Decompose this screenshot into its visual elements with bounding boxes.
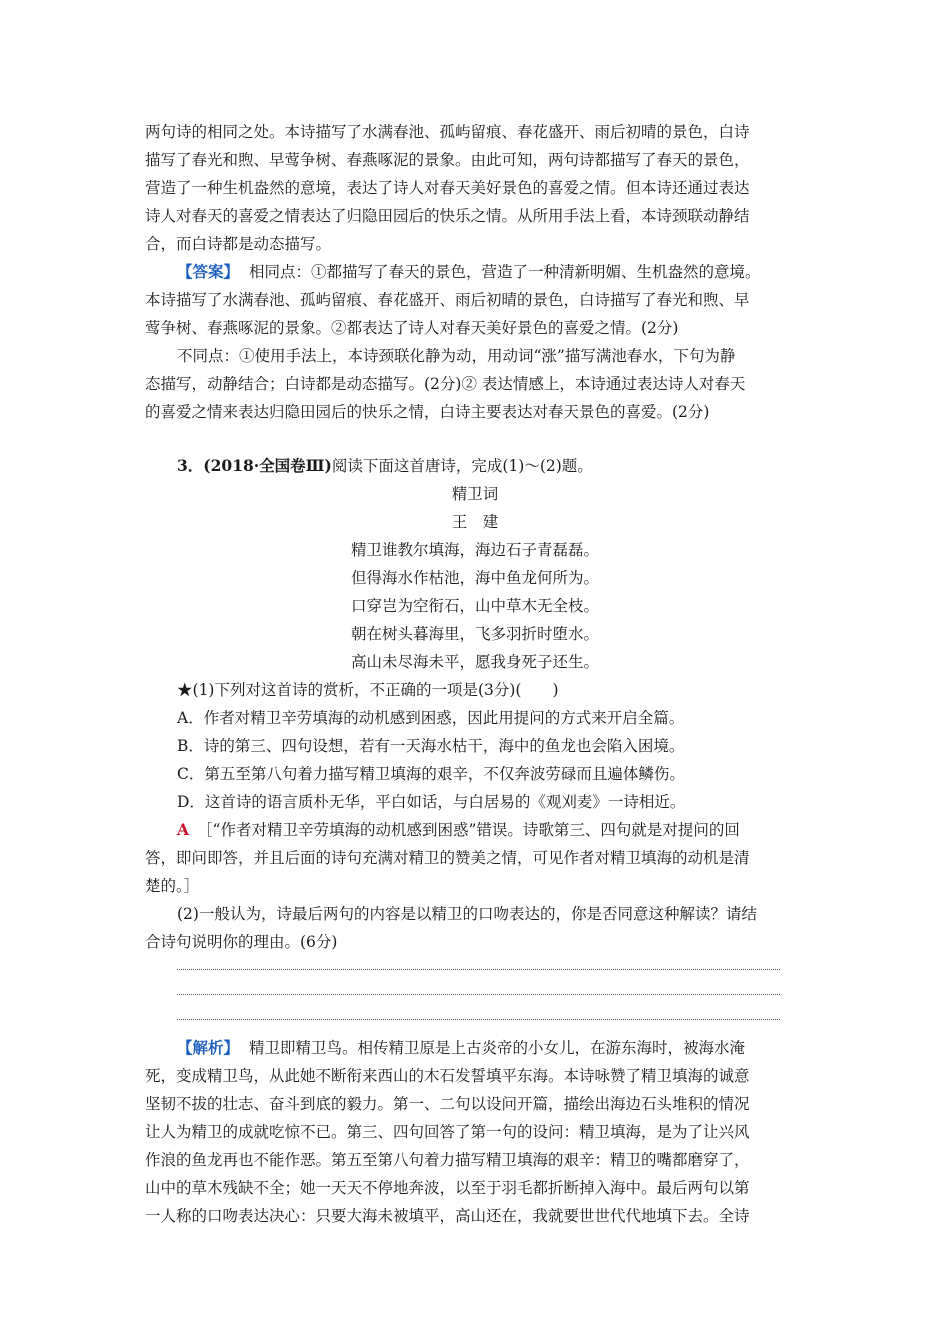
- poem-line: 高山未尽海未平，愿我身死子还生。: [350, 653, 599, 671]
- option-c: C．第五至第八句着力描写精卫填海的艰辛，不仅奔波劳碌而且遍体鳞伤。: [177, 765, 685, 783]
- analysis-line: 作浪的鱼龙再也不能作恶。第五至第八句着力描写精卫填海的艰辛：精卫的嘴都磨穿了，: [145, 1151, 750, 1169]
- analysis-line: 山中的草木残缺不全；她一天天不停地奔波，以至于羽毛都折断掉入海中。最后两句以第: [145, 1179, 750, 1197]
- option-d: D．这首诗的语言质朴无华，平白如话，与白居易的《观刈麦》一诗相近。: [177, 793, 686, 811]
- para1-line: 诗人对春天的喜爱之情表达了归隐田园后的快乐之情。从所用手法上看，本诗颈联动静结: [145, 207, 750, 225]
- diff-line: 的喜爱之情来表达归隐田园后的快乐之情，白诗主要表达对春天景色的喜爱。(2分): [145, 403, 710, 421]
- answer-1-first-line: [177, 816, 847, 844]
- analysis-text: 精卫即精卫鸟。相传精卫原是上古炎帝的小女儿，在游东海时，被海水淹: [249, 1039, 746, 1057]
- para1-line: 两句诗的相同之处。本诗描写了水满春池、孤屿留痕、春花盛开、雨后初晴的景色，白诗: [145, 123, 750, 141]
- poem-line: 口穿岂为空衔石，山中草木无全枝。: [350, 597, 599, 615]
- answer-text: 相同点：①都描写了春天的景色，营造了一种清新明媚、生机盎然的意境。: [249, 263, 761, 281]
- star-icon: ★: [177, 681, 193, 699]
- analysis-first-line: [177, 1034, 847, 1062]
- analysis-tag: 【解析】: [177, 1038, 240, 1057]
- poem-title: 精卫词: [451, 485, 499, 503]
- para1-line: 营造了一种生机盎然的意境，表达了诗人对春天美好景色的喜爱之情。但本诗还通过表达: [145, 179, 750, 197]
- answer-1-text: ［“作者对精卫辛劳填海的动机感到困惑”错误。诗歌第三、四句就是对提问的回: [197, 821, 740, 839]
- analysis-line: 坚韧不拔的壮志、奋斗到底的毅力。第一、二句以设问开篇，描绘出海边石头堆积的情况: [145, 1095, 750, 1113]
- diff-line: 不同点：①使用手法上，本诗颈联化静为动，用动词“涨”描写满池春水，下句为静: [177, 347, 736, 365]
- option-a: A．作者对精卫辛劳填海的动机感到困惑，因此用提问的方式来开启全篇。: [177, 709, 685, 727]
- analysis-line: 死，变成精卫鸟，从此她不断衔来西山的木石发誓填平东海。本诗咏赞了精卫填海的诚意: [145, 1067, 750, 1085]
- subquestion-1-text: (1)下列对这首诗的赏析，不正确的一项是(3分)( ): [192, 681, 559, 699]
- answer-line: 本诗描写了水满春池、孤屿留痕、春花盛开、雨后初晴的景色，白诗描写了春光和煦、早: [145, 291, 750, 309]
- subquestion-2-line: 合诗句说明你的理由。(6分): [145, 933, 338, 951]
- answer-blank-line: [177, 969, 780, 970]
- poem-line: 精卫谁教尔填海，海边石子青磊磊。: [350, 541, 599, 559]
- answer-blank-line: [177, 994, 780, 995]
- answer-line: 莺争树、春燕啄泥的景象。②都表达了诗人对春天美好景色的喜爱之情。(2分): [145, 319, 679, 337]
- para1-line: 合，而白诗都是动态描写。: [145, 235, 332, 253]
- answer-1-line: 答，即问即答，并且后面的诗句充满对精卫的赞美之情，可见作者对精卫填海的动机是清: [145, 849, 750, 867]
- answer-1-letter: A: [177, 820, 190, 839]
- question-text: 阅读下面这首唐诗，完成(1)～(2)题。: [331, 457, 593, 475]
- para1-line: 描写了春光和煦、早莺争树、春燕啄泥的景象。由此可知，两句诗都描写了春天的景色，: [145, 151, 750, 169]
- answer-tag: 【答案】: [177, 262, 240, 281]
- poem-line: 朝在树头暮海里，飞多羽折时堕水。: [350, 625, 599, 643]
- diff-line: 态描写，动静结合；白诗都是动态描写。(2分)② 表达情感上，本诗通过表达诗人对春天: [145, 375, 746, 393]
- subquestion-1: [177, 676, 847, 704]
- analysis-line: 一人称的口吻表达决心：只要大海未被填平，高山还在，我就要世世代代地填下去。全诗: [145, 1207, 750, 1225]
- poem-author: 王 建: [451, 513, 499, 531]
- option-b: B．诗的第三、四句设想，若有一天海水枯干，海中的鱼龙也会陷入困境。: [177, 737, 685, 755]
- question-source: (2018·全国卷Ⅲ): [203, 456, 332, 475]
- answer-blank-line: [177, 1019, 780, 1020]
- subquestion-2-line: (2)一般认为，诗最后两句的内容是以精卫的口吻表达的，你是否同意这种解读？请结: [177, 905, 757, 923]
- analysis-line: 让人为精卫的成就吃惊不已。第三、四句回答了第一句的设问：精卫填海，是为了让兴风: [145, 1123, 750, 1141]
- answer-1-line: 楚的。］: [145, 877, 200, 895]
- question-3-header: [177, 452, 847, 480]
- answer-first-line: [177, 258, 847, 286]
- question-number: 3．: [177, 456, 204, 475]
- poem-line: 但得海水作枯池，海中鱼龙何所为。: [350, 569, 599, 587]
